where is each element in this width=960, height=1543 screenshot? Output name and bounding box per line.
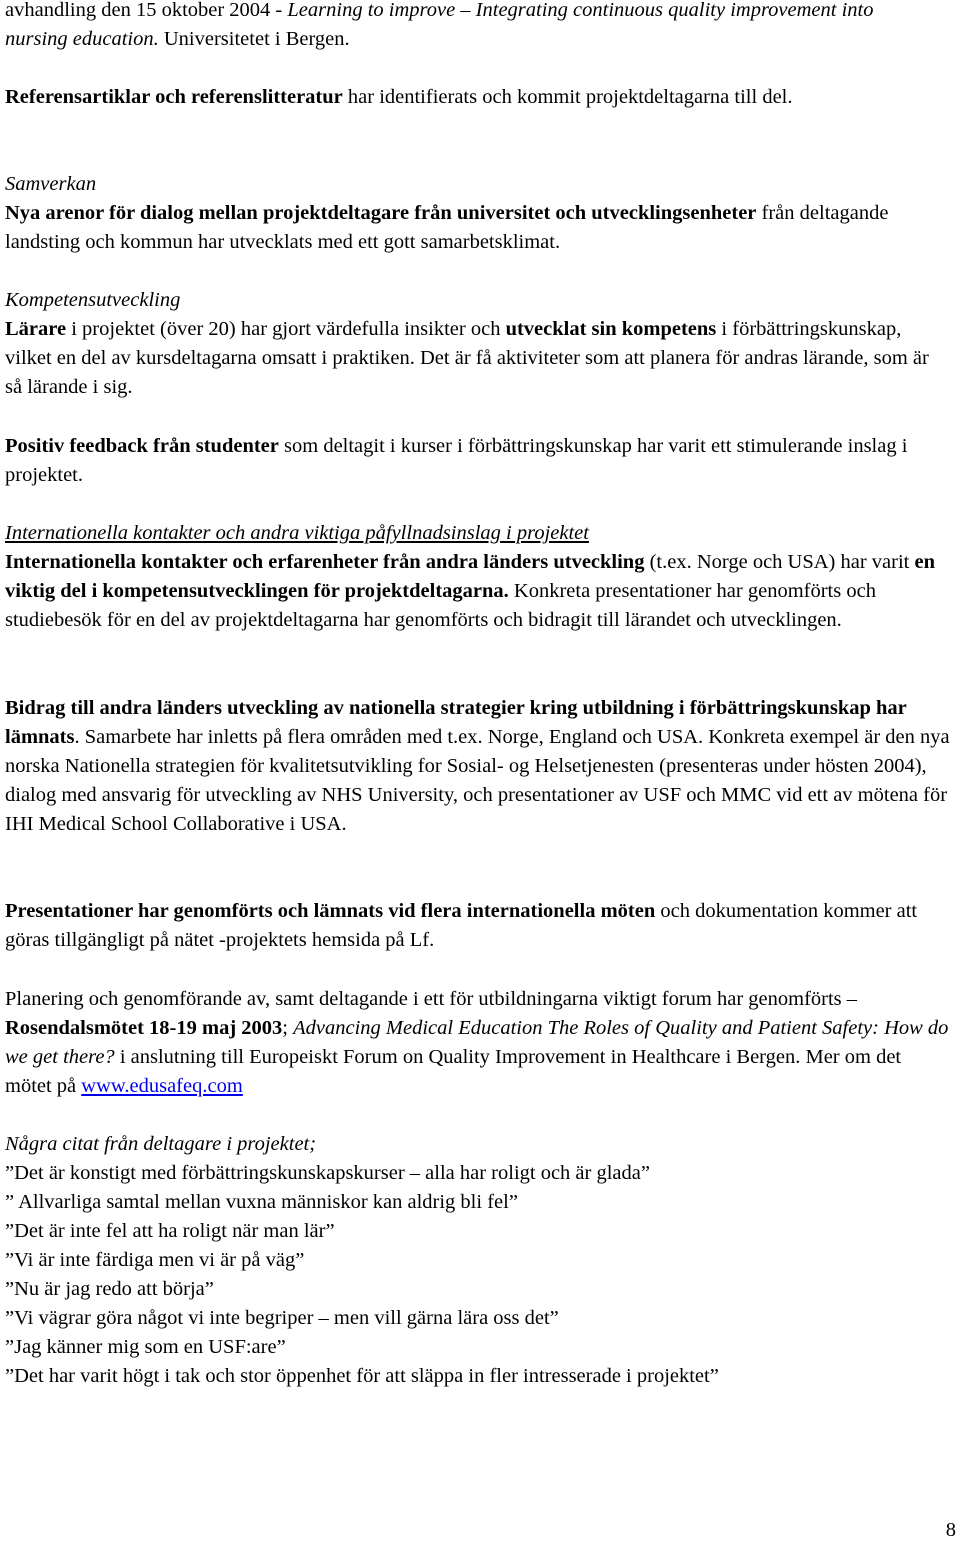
quote-item: ”Det är inte fel att ha roligt när man lär” — [5, 1220, 335, 1242]
quote-item: ” Allvarliga samtal mellan vuxna människor kan aldrig bli fel” — [5, 1191, 518, 1213]
page-number: 8 — [945, 1519, 956, 1541]
quote-list — [5, 1159, 950, 1391]
quote-item: ”Vi vägrar göra något vi inte begriper – men vill gärna lära oss det” — [5, 1307, 559, 1329]
paragraph-rosendal-meeting: Planering och genomförande av, samt deltagande i ett för utbildningarna viktigt forum har genomförts – Rosendalsmötet 18-19 maj 2003; Advancing Medical Education The Roles of Quality and Patient Safety: How do we get there? i anslutning till Europeiskt Forum on Quality Improvement in Healthcare i Bergen. Mer om det mötet på www.edusafeq.com — [5, 988, 949, 1097]
quote-item: ”Nu är jag redo att börja” — [5, 1278, 214, 1300]
edusafeq-link[interactable]: www.edusafeq.com — [81, 1075, 243, 1097]
section-quotes — [5, 1130, 950, 1391]
paragraph-national-strategies: Bidrag till andra länders utveckling av nationella strategier kring utbildning i förbättringskunskap har lämnats. Samarbete har inletts på flera områden med t.ex. Norge, England och USA. Konkreta exempel är den nya norska Nationella strategien för kvalitetsutvikling for Sosial- og Helsetjenesten (presenteras under hösten 2004), dialog med ansvarig för utveckling av NHS University, och presentationer av USF och MMC vid ett av mötena för IHI Medical School Collaborative i USA. — [5, 697, 950, 835]
quote-item: ”Vi är inte färdiga men vi är på väg” — [5, 1249, 305, 1271]
quotes-heading: Några citat från deltagare i projektet; — [5, 1133, 317, 1155]
quote-item: ”Det är konstigt med förbättringskunskapskurser – alla har roligt och är glada” — [5, 1162, 650, 1184]
section-heading: Internationella kontakter och andra viktiga påfyllnadsinslag i projektet — [5, 522, 589, 544]
paragraph-presentations: Presentationer har genomförts och lämnats vid flera internationella möten och dokumentation kommer att göras tillgängligt på nätet -projektets hemsida på Lf. — [5, 900, 918, 951]
section-heading: Kompetensutveckling — [5, 289, 181, 311]
quote-item: ”Det har varit högt i tak och stor öppenhet för att släppa in fler intresserade i projektet” — [5, 1365, 719, 1387]
section-kompetensutveckling: Kompetensutveckling Lärare i projektet (över 20) har gjort värdefulla insikter och utvecklat sin kompetens i förbättringskunskap, vilket en del av kursdeltagarna omsatt i praktiken. Det är få aktiviteter som att planera för andras lärande, som är så lärande i sig. — [5, 289, 929, 398]
quote-item: ”Jag känner mig som en USF:are” — [5, 1336, 286, 1358]
section-samverkan: Samverkan Nya arenor för dialog mellan projektdeltagare från universitet och utvecklingsenheter från deltagande landsting och kommun har utvecklats med ett gott samarbetsklimat. — [5, 173, 889, 253]
section-heading: Samverkan — [5, 173, 97, 195]
paragraph-reference-articles: Referensartiklar och referenslitteratur har identifierats och kommit projektdeltagarna till del. — [5, 86, 793, 108]
paragraph-thesis-reference: avhandling den 15 oktober 2004 - Learning to improve – Integrating continuous quality improvement into nursing education. Universitetet i Bergen. — [5, 0, 874, 50]
section-international-contacts: Internationella kontakter och andra viktiga påfyllnadsinslag i projektet Internationella kontakter och erfarenheter från andra länders utveckling (t.ex. Norge och USA) har varit en viktig del i kompetensutvecklingen för projektdeltagarna. Konkreta presentationer har genomförts och studiebesök för en del av projektdeltagarna har genomförts och bidragit till lärandet och utvecklingen. — [5, 522, 936, 631]
paragraph-positive-feedback: Positiv feedback från studenter som deltagit i kurser i förbättringskunskap har varit ett stimulerande inslag i projektet. — [5, 435, 908, 486]
